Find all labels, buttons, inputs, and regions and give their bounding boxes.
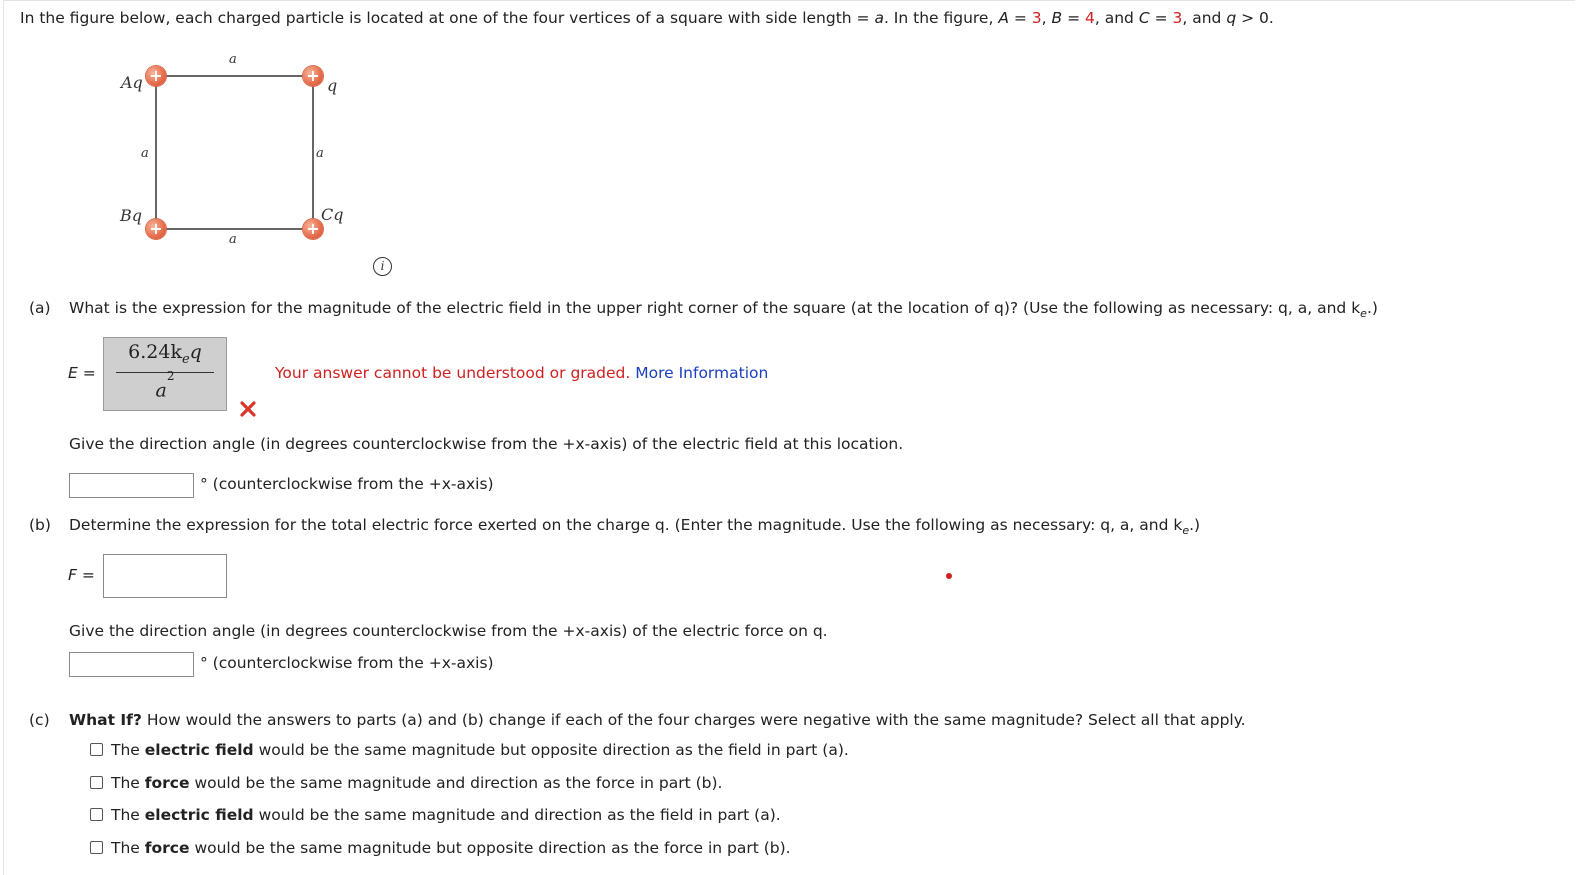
part-a-direction-question: Give the direction angle (in degrees counterclockwise from the +x-axis) of the electric field at this location. [69, 435, 904, 453]
option-3[interactable] [90, 806, 781, 824]
option-4[interactable] [90, 839, 791, 857]
checkbox[interactable] [90, 808, 103, 821]
intro-eq: = [1149, 9, 1173, 27]
part-b-question [69, 516, 1200, 537]
intro-B-label: B [1051, 9, 1063, 27]
part-b-question-text: Determine the expression for the total electric force exerted on the charge q. (Enter the magnitude. Use the following as necessary: q, a, and k [69, 516, 1183, 534]
option-2[interactable] [90, 774, 722, 792]
charge-label-Aq: Aq [121, 73, 143, 92]
status-dot [946, 573, 952, 579]
charge-top-right: + [303, 66, 323, 86]
charge-bottom-right: + [303, 219, 323, 239]
option-text: would be the same magnitude but opposite direction as the force in part (b). [189, 839, 791, 857]
part-b-direction-question: Give the direction angle (in degrees counterclockwise from the +x-axis) of the electric force on q. [69, 622, 828, 640]
option-text: The [111, 741, 145, 759]
part-b-question-end: .) [1189, 516, 1201, 534]
intro-A-label: A [998, 9, 1009, 27]
intro-text: In the figure below, each charged particle is located at one of the four vertices of a square with side length = [20, 9, 875, 27]
charge-label-Cq: Cq [321, 205, 344, 224]
intro-q-label: q [1226, 9, 1237, 27]
option-text: The [111, 806, 145, 824]
part-b-direction-unit: ° (counterclockwise from the +x-axis) [200, 654, 494, 672]
square-outline [150, 68, 330, 238]
option-bold: force [144, 839, 190, 857]
checkbox[interactable] [90, 743, 103, 756]
charge-label-Bq: Bq [120, 206, 142, 225]
option-text: The [111, 774, 145, 792]
intro-B-value: 4 [1085, 9, 1095, 27]
checkbox[interactable] [90, 841, 103, 854]
what-if-heading: What If? [69, 711, 142, 729]
part-a-question-text: What is the expression for the magnitude of the electric field in the upper right corner of the square (at the location of q)? (Use the following as necessary: q, a, and k [69, 299, 1361, 317]
part-c-question [69, 711, 1246, 729]
option-bold: electric field [144, 741, 254, 759]
more-information-link[interactable]: More Information [635, 364, 769, 382]
part-a-label: (a) [29, 299, 51, 317]
feedback-text: Your answer cannot be understood or graded. [275, 364, 631, 382]
option-text: The [111, 839, 145, 857]
info-icon[interactable]: i [373, 257, 392, 276]
intro-eq: = [1008, 9, 1032, 27]
intro-A-value: 3 [1031, 9, 1042, 27]
E-answer-denominator [104, 369, 226, 402]
option-text: would be the same magnitude and direction as the force in part (b). [189, 774, 723, 792]
part-c-label: (c) [29, 711, 50, 729]
F-label: F = [68, 566, 95, 584]
charge-label-q: q [327, 76, 338, 95]
E-label: E = [68, 364, 96, 382]
incorrect-x-icon [238, 399, 258, 419]
F-answer-input[interactable] [103, 554, 227, 598]
part-c-question-text: How would the answers to parts (a) and (b) change if each of the four charges were negative with the same magnitude? Select all that apply. [141, 711, 1246, 729]
checkbox[interactable] [90, 776, 103, 789]
part-b-label: (b) [29, 516, 51, 534]
part-a-question [69, 299, 1378, 320]
intro-sep: , [1041, 9, 1052, 27]
answer-feedback [275, 364, 768, 382]
intro-C-value: 3 [1172, 9, 1183, 27]
side-label-left: a [141, 146, 149, 161]
side-label-bottom: a [229, 232, 237, 247]
den-exp: 2 [166, 369, 175, 383]
intro-a: a [874, 9, 884, 27]
side-label-top: a [229, 52, 237, 67]
part-a-direction-input[interactable] [69, 473, 194, 498]
intro-condition: > 0. [1236, 9, 1274, 27]
intro-text2: . In the figure, [883, 9, 999, 27]
E-answer-numerator [104, 341, 226, 367]
intro-sep: , and [1094, 9, 1139, 27]
num-coef: 6.24k [128, 341, 182, 363]
ke-subscript: e [1360, 307, 1367, 321]
fraction-bar [116, 372, 214, 373]
part-b-direction-input[interactable] [69, 652, 194, 677]
option-bold: force [144, 774, 190, 792]
intro-C-label: C [1138, 9, 1150, 27]
option-text: would be the same magnitude and direction as the field in part (a). [253, 806, 781, 824]
num-sub: e [181, 351, 190, 367]
den-a: a [155, 379, 167, 402]
side-label-right: a [316, 146, 324, 161]
part-a-question-end: .) [1366, 299, 1378, 317]
part-a-direction-unit: ° (counterclockwise from the +x-axis) [200, 475, 494, 493]
problem-intro [20, 9, 1274, 27]
charge-bottom-left: + [146, 219, 166, 239]
intro-eq: = [1062, 9, 1085, 27]
num-q: q [189, 341, 202, 363]
option-bold: electric field [144, 806, 254, 824]
charge-top-left: + [146, 66, 166, 86]
intro-sep: , and [1182, 9, 1227, 27]
option-1[interactable] [90, 741, 849, 759]
option-text: would be the same magnitude but opposite direction as the field in part (a). [253, 741, 849, 759]
E-answer-box[interactable] [103, 337, 227, 411]
ke-subscript: e [1182, 524, 1190, 538]
